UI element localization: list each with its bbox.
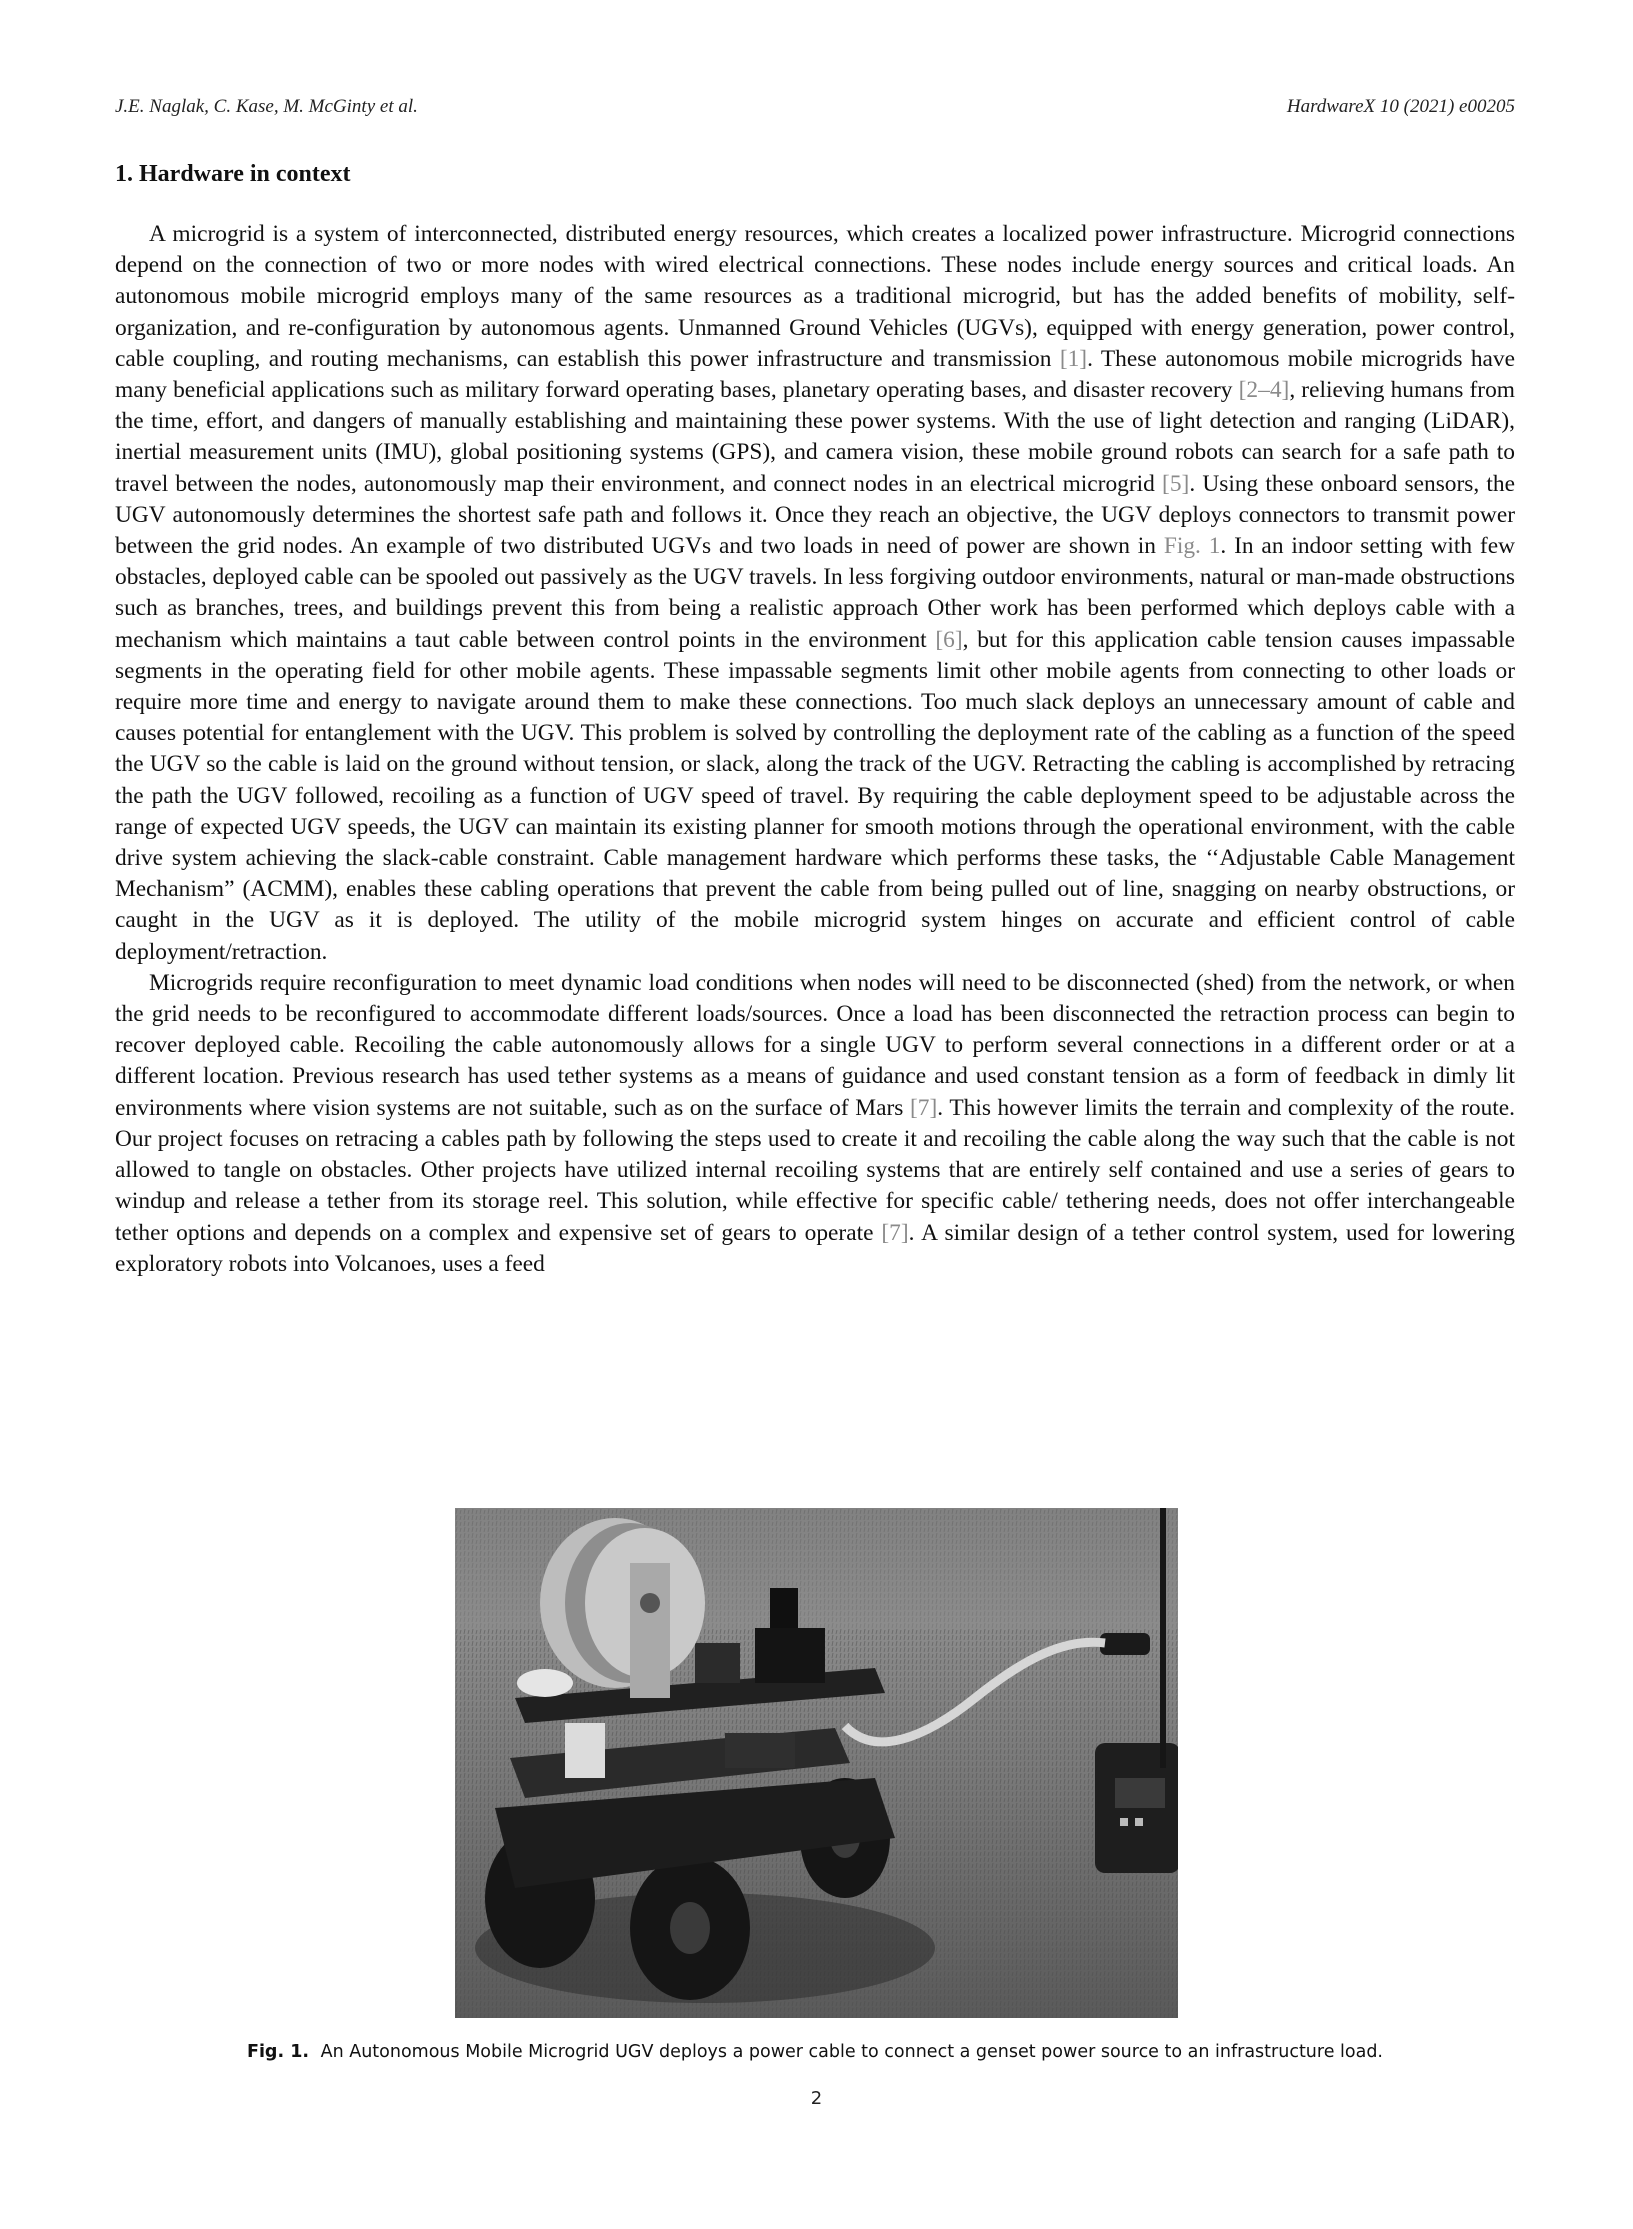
citation-link[interactable]: Fig. 1 bbox=[1163, 533, 1221, 560]
figure-caption bbox=[115, 2042, 1515, 2062]
text-run: Microgrids require reconfiguration to meet dynamic load conditions when nodes will need to be disconnected (shed) from the network, or when the grid needs to be reconfigured to accommodate different loads/sources. Once a load has been disconnected the retraction process can begin to recover deployed cable. Recoiling the cable autonomously allows for a single UGV to perform several connections in a different order or at a different location. Previous research has used tether systems as a means of guidance and used constant tension as a form of feedback in dimly lit environments where vision systems are not suitable, such as on the surface of Mars bbox=[115, 969, 1515, 1121]
text-run: . These autonomous mobile microgrids have many beneficial applications such as military forward operating bases, planetary operating bases, and disaster recovery bbox=[115, 345, 1515, 404]
running-header bbox=[115, 96, 1515, 126]
page-number: 2 bbox=[810, 2088, 823, 2109]
figure-caption-text: An Autonomous Mobile Microgrid UGV deploys a power cable to connect a genset power source to an infrastructure load. bbox=[320, 2042, 1383, 2062]
text-run: . In an indoor setting with few obstacles, deployed cable can be spooled out passively as the UGV travels. In less forgiving outdoor environments, natural or man-made obstructions such as branches, trees, and buildings prevent this from being a realistic approach Other work has been performed which deploys cable with a mechanism which maintains a taut cable between control points in the environment bbox=[115, 533, 1515, 653]
citation-link[interactable]: [2–4] bbox=[1238, 377, 1290, 404]
citation-link[interactable]: [7] bbox=[881, 1219, 909, 1246]
text-run: , but for this application cable tension causes impassable segments in the operating field for other mobile agents. These impassable segments limit other mobile agents from connecting to other loads or require more time and energy to navigate around them to make these connections. Too much slack deploys an unnecessary amount of cable and causes potential for entanglement with the UGV. This problem is solved by controlling the deployment rate of the cabling as a function of the speed the UGV so the cable is laid on the ground without tension, or slack, along the track of the UGV. Retracting the cabling is accomplished by retracing the path the UGV followed, recoiling as a function of UGV speed of travel. By requiring the cable deployment speed to be adjustable across the range of expected UGV speeds, the UGV can maintain its existing planner for smooth motions through the operational environment, with the cable drive system achieving the slack-cable constraint. Cable management hardware which performs these tasks, the ‘‘Adjustable Cable Management Mechanism” (ACMM), enables these cabling operations that prevent the cable from being pulled out of line, snagging on nearby obstructions, or caught in the UGV as it is deployed. The utility of the mobile microgrid system hinges on accurate and efficient control of cable deployment/retraction. bbox=[115, 626, 1515, 965]
pole-icon bbox=[1160, 1508, 1166, 1768]
paragraph-1 bbox=[115, 219, 1515, 968]
citation-link[interactable]: [1] bbox=[1059, 345, 1088, 372]
figure-label: Fig. 1. bbox=[246, 2042, 310, 2062]
citation-link[interactable]: [5] bbox=[1162, 470, 1190, 497]
text-run: . This however limits the terrain and complexity of the route. Our project focuses on retracing a cables path by following the steps used to create it and recoiling the cable along the way such that the cable is not allowed to tangle on obstacles. Other projects have utilized internal recoiling systems that are entirely self contained and use a series of gears to windup and release a tether from its storage reel. This solution, while effective for specific cable/ tethering needs, does not offer interchangeable tether options and depends on a complex and expensive set of gears to operate bbox=[115, 1094, 1515, 1246]
citation-link[interactable]: [7] bbox=[910, 1094, 938, 1121]
paragraph-2 bbox=[115, 968, 1515, 1280]
text-run: , relieving humans from the time, effort, and dangers of manually establishing and maintaining these power systems. With the use of light detection and ranging (LiDAR), inertial measurement units (IMU), global positioning systems (GPS), and camera vision, these mobile ground robots can search for a safe path to travel between the nodes, autonomously map their environment, and connect nodes in an electrical microgrid bbox=[115, 377, 1515, 497]
figure-1-photo bbox=[455, 1508, 1178, 2018]
text-run: . A similar design of a tether control system, used for lowering exploratory robots into Volcanoes, uses a feed bbox=[115, 1219, 1515, 1277]
header-journal: HardwareX 10 (2021) e00205 bbox=[1286, 96, 1515, 117]
text-run: A microgrid is a system of interconnected, distributed energy resources, which creates a localized power infrastructure. Microgrid connections depend on the connection of two or more nodes with wired electrical connections. These nodes include energy sources and critical loads. An autonomous mobile microgrid employs many of the same resources as a traditional microgrid, but has the added benefits of mobility, self-organization, and re-configuration by autonomous agents. Unmanned Ground Vehicles (UGVs), equipped with energy generation, power control, cable coupling, and routing mechanisms, can establish this power infrastructure and transmission bbox=[115, 221, 1515, 372]
citation-link[interactable]: [6] bbox=[935, 626, 963, 653]
text-run: . Using these onboard sensors, the UGV autonomously determines the shortest safe path and follows it. Once they reach an objective, the UGV deploys connectors to transmit power between the grid nodes. An example of two distributed UGVs and two loads in need of power are shown in bbox=[115, 470, 1515, 560]
section-title: 1. Hardware in context bbox=[115, 161, 351, 187]
header-authors: J.E. Naglak, C. Kase, M. McGinty et al. bbox=[115, 96, 418, 117]
body-text bbox=[115, 219, 1515, 1280]
